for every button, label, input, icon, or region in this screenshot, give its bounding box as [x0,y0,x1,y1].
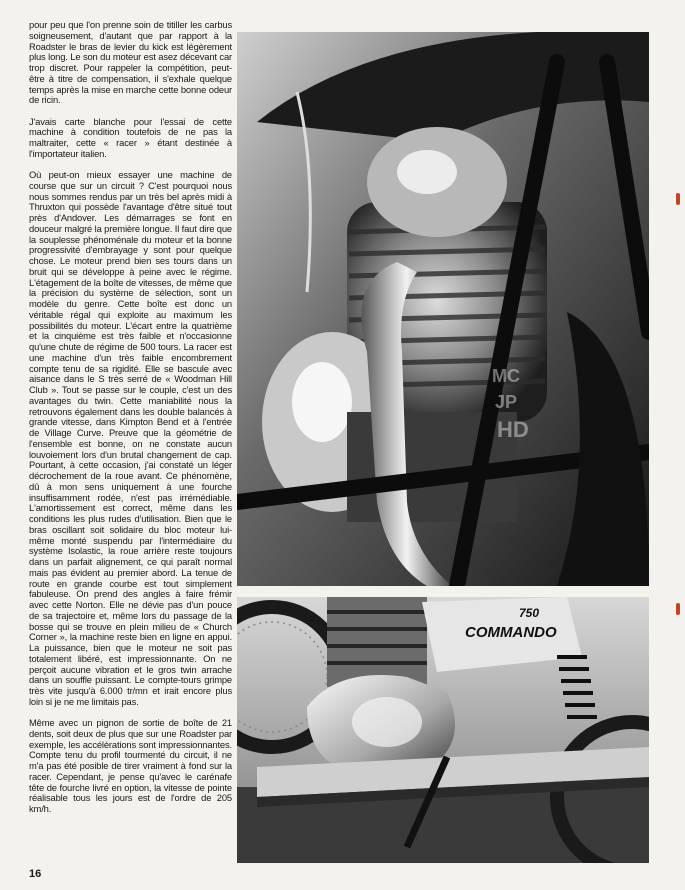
article-paragraph-4: Même avec un pignon de sortie de boîte de 21 dents, soit deux de plus que sur une Roadster par exemple, les accélérations sont impressionnantes. Compte tenu du profil tourmenté du circuit, il ne m'a pas été posible de tirer vraiment à fond sur la racer. Cependant, je pense qu'avec le carénafe tête de fourche livré en option, la vitesse de pointe réalisable tous les jours est de l'ordre de 205 km/h. [29,717,232,814]
article-paragraph-1: pour peu que l'on prenne soin de titiller les carbus soigneusement, d'autant que par rapport à la Roadster le bras de levier du kick est légèrement plus long. Le son du moteur est asez décevant car trop discret. Pour rappeler la compétition, peut-être à titre de compensation, il s'exhale quelque temps après la mise en marche cette bonne odeur de ricin. [29,19,232,106]
commando-side-illustration [237,597,649,863]
engine-closeup-photo [237,32,649,586]
commando-side-photo [237,597,649,863]
article-paragraph-3: Où peut-on mieux essayer une machine de course que sur un circuit ? C'est pourquoi nous nous sommes rendus par un très bel après midi à Thruxton qui possède l'avantage d'être situé tout près d'Andover. Les démarrages se font en douceur malgré la première longue. Il faut dire que la souplesse phénoménale du moteur et la bonne progressivité d'embrayage y sont pour quelque chose. Le moteur prend bien ses tours dans un bruit qui se développe à peine avec le régime. L'étagement de la boîte de vitesses, de même que la précision du système de sélection, sont un modèle du genre. Cette boîte est donc un véritable régal qui exploite au maximum les possibilités du moteur. L'écart entre la quatrième et la cinquième est très faible et n'occasionne qu'une chute de régime de 500 tours. La racer est une machine d'un très faible encombrement compte tenu de sa rigidité. Elle se bascule avec aisance dans le S très serré de « Woodman Hill Club ». Tout se passe sur le couple, c'est un des avantages du twin. Cette maniabilité nous la retrouvons également dans les double balancés à grande vitesse, dans Kimpton Bend et à l'entrée de Village Curve. Preuve que la géométrie de l'ensemble est bonne, on ne constate aucun louvoiement lors d'un brutal changement de cap. Pourtant, à cette occasion, j'ai constaté un léger décrochement de la roue avant. Ce phénomène, dû à mon sens uniquement à une fourche insuffisamment rodée, n'est pas irrémédiable. L'amortissement est correct, même dans les conditions les plus rudes d'utilisation. Bien que le bras oscillant soit solidaire du bloc moteur lui-même monté suspendu par l'intermédiaire du système Isolastic, la roue arrière reste toujours dans un parfait alignement, ce qui paraît normal mais pas évident au premier abord. La tenue de route en grande courbe est tout simplement fabuleuse. On prend des angles à faire frémir avec cette Norton. Elle ne dévie pas d'un pouce de sa trajectoire et, même lors du passage de la bosse qui se trouve en plein milieu de « Church Corner », la machine reste bien en ligne en appui. La puissance, bien que le moteur ne soit pas totalement libéré, est impressionnante. On ne perçoit aucune vibration et le gros twin arrache dans un souffle puissant. Le compte-tours grimpe très vite jusqu'à 6.000 tr/mn et irait encore plus loin si je ne me limitais pas. [29,169,232,707]
watermark-jp: JP [495,392,518,412]
watermark-hd: HD [497,417,529,442]
badge-commando: COMMANDO [465,624,557,641]
article-text-column [29,20,232,825]
watermark-mc: MC [492,366,520,386]
engine-closeup-illustration [237,32,649,586]
margin-mark [676,193,680,205]
article-paragraph-2: J'avais carte blanche pour l'essai de cette machine à condition toutefois de ne pas la maltraiter, cette « racer » étant destinée à l'importateur italien. [29,115,232,159]
page-number: 16 [29,868,42,880]
margin-mark [676,603,680,615]
badge-750: 750 [519,606,540,620]
